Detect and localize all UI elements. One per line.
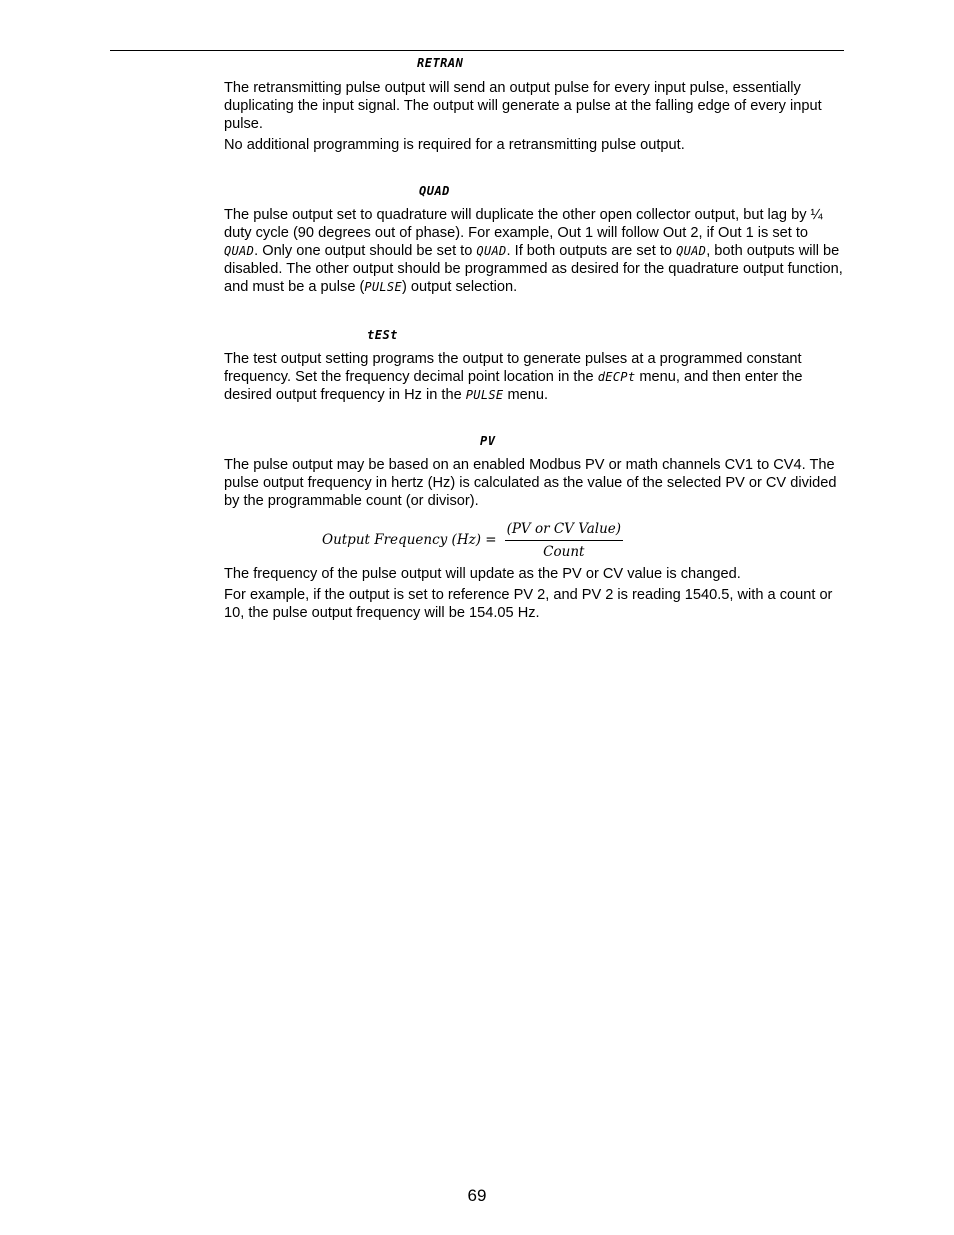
formula-fraction [505,521,623,560]
test-lcd-2: PULSE [465,388,504,402]
quad-heading: QUAD [419,184,450,198]
formula-numerator: (PV or CV Value) [505,521,623,541]
quad-lcd-1: QUAD [224,244,255,258]
header-rule [110,50,844,51]
test-text-1: The test output setting programs the output to generate pulses at a programmed constant frequency. Set the frequency decimal point location in the [224,351,802,385]
quad-lcd-4: PULSE [364,280,402,294]
pv-paragraph-3: For example, if the output is set to reference PV 2, and PV 2 is reading 1540.5, with a count or 10, the pulse output frequency will be 154.05 Hz. [224,587,833,621]
quad-lcd-3: QUAD [676,244,707,258]
test-lcd-1: dECPt [597,370,636,384]
test-text-3: menu. [503,387,549,403]
retran-paragraph-2: No additional programming is required for a retransmitting pulse output. [224,137,685,153]
quad-text-1: The pulse output set to quadrature will duplicate the other open collector output, but lag by ¼ duty cycle (90 degrees out of phase). For example, Out 1 will follow Out 2, if Out 1 is set to [224,207,823,241]
formula-denominator: Count [543,543,585,560]
pv-paragraph-1: The pulse output may be based on an enabled Modbus PV or math channels CV1 to CV4. The pulse output frequency in hertz (Hz) is calculated as the value of the selected PV or CV divided by the programmable count (or divisor). [224,457,837,509]
test-paragraph [224,350,846,404]
quad-paragraph [224,206,846,296]
quad-lcd-2: QUAD [476,244,507,258]
formula-lhs: Output Frequency (Hz) = [322,532,497,548]
quad-text-4: , both outputs will be disabled. The other output should be programmed as desired for the quadrature output function, and must be a pulse ( [224,243,843,295]
output-frequency-formula [322,518,623,562]
retran-paragraph-1: The retransmitting pulse output will send an output pulse for every input pulse, essentially duplicating the input signal. The output will generate a pulse at the falling edge of every input pulse. [224,80,822,132]
test-text-2: menu, and then enter the desired output frequency in Hz in the [224,369,803,403]
test-heading: tESt [367,328,398,342]
page-number: 69 [467,1186,487,1205]
pv-heading: PV [480,434,496,448]
quad-text-5: ) output selection. [401,279,518,295]
quad-text-3: . If both outputs are set to [506,243,677,259]
pv-paragraph-2: The frequency of the pulse output will update as the PV or CV value is changed. [224,566,741,582]
retran-heading: RETRAN [417,56,464,70]
quad-text-2: . Only one output should be set to [254,243,477,259]
